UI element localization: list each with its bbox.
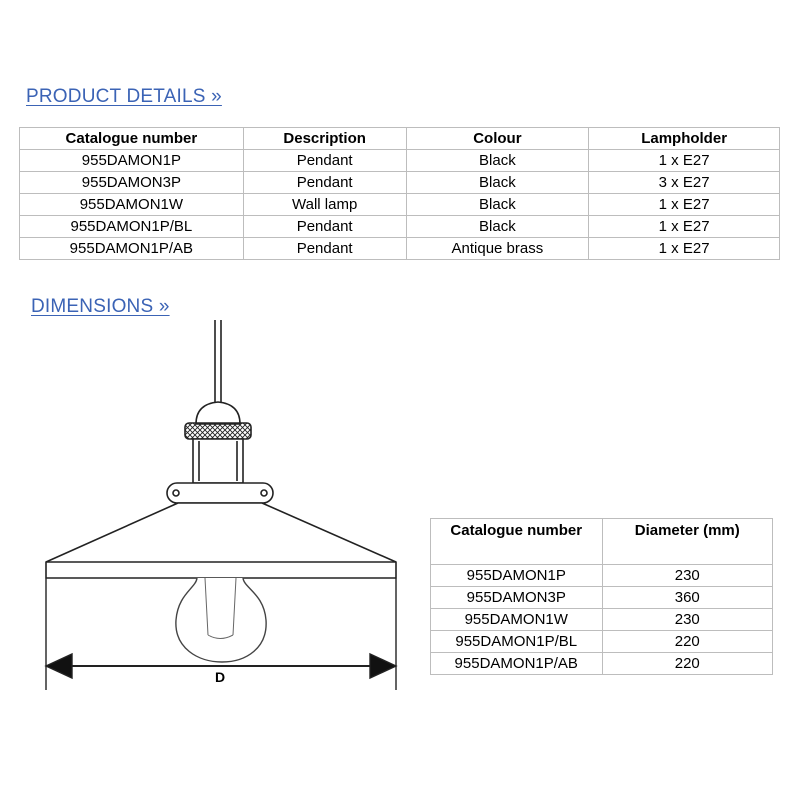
cell-catalogue-number: 955DAMON1W	[431, 609, 603, 631]
table-header-row	[431, 519, 773, 565]
cell-colour: Black	[406, 172, 589, 194]
table-row	[431, 631, 773, 653]
dimension-label: D	[214, 669, 226, 685]
cell-description: Pendant	[243, 172, 406, 194]
socket-cap	[196, 402, 240, 424]
header-lampholder: Lampholder	[589, 128, 780, 150]
header-colour: Colour	[406, 128, 589, 150]
cell-diameter: 220	[602, 631, 773, 653]
cell-description: Pendant	[243, 150, 406, 172]
arrow-left-icon	[46, 654, 72, 678]
cell-catalogue-number: 955DAMON1P/AB	[20, 238, 244, 260]
lamp-shade	[46, 503, 396, 578]
bulb	[176, 578, 266, 662]
cell-lampholder: 1 x E27	[589, 216, 780, 238]
cell-colour: Antique brass	[406, 238, 589, 260]
table-row	[431, 587, 773, 609]
table-row	[20, 150, 780, 172]
header-catalogue-number: Catalogue number	[431, 519, 603, 565]
cell-lampholder: 1 x E27	[589, 194, 780, 216]
dimensions-table	[430, 518, 773, 675]
table-row	[20, 238, 780, 260]
header-description: Description	[243, 128, 406, 150]
cell-catalogue-number: 955DAMON3P	[431, 587, 603, 609]
cell-description: Pendant	[243, 216, 406, 238]
cell-lampholder: 1 x E27	[589, 150, 780, 172]
dimensions-heading[interactable]: DIMENSIONS »	[31, 296, 170, 317]
table-row	[431, 653, 773, 675]
product-details-table	[19, 127, 780, 260]
cell-catalogue-number: 955DAMON1P	[431, 565, 603, 587]
cell-colour: Black	[406, 216, 589, 238]
cell-catalogue-number: 955DAMON1P	[20, 150, 244, 172]
pendant-lamp-drawing	[0, 320, 420, 700]
cell-catalogue-number: 955DAMON3P	[20, 172, 244, 194]
cell-colour: Black	[406, 150, 589, 172]
table-row	[20, 216, 780, 238]
header-diameter: Diameter (mm)	[602, 519, 773, 565]
cell-lampholder: 3 x E27	[589, 172, 780, 194]
cell-catalogue-number: 955DAMON1P/BL	[20, 216, 244, 238]
header-catalogue-number: Catalogue number	[20, 128, 244, 150]
cell-diameter: 230	[602, 609, 773, 631]
cell-description: Pendant	[243, 238, 406, 260]
product-details-heading[interactable]: PRODUCT DETAILS »	[26, 86, 222, 107]
cell-catalogue-number: 955DAMON1P/AB	[431, 653, 603, 675]
knurled-ring	[185, 423, 251, 439]
cell-catalogue-number: 955DAMON1W	[20, 194, 244, 216]
cell-colour: Black	[406, 194, 589, 216]
table-header-row	[20, 128, 780, 150]
socket-body	[193, 439, 243, 483]
cell-lampholder: 1 x E27	[589, 238, 780, 260]
table-row	[431, 565, 773, 587]
cell-diameter: 220	[602, 653, 773, 675]
table-row	[431, 609, 773, 631]
mount-ring	[167, 483, 273, 503]
cell-diameter: 230	[602, 565, 773, 587]
arrow-right-icon	[370, 654, 396, 678]
cell-diameter: 360	[602, 587, 773, 609]
table-row	[20, 194, 780, 216]
cell-catalogue-number: 955DAMON1P/BL	[431, 631, 603, 653]
table-row	[20, 172, 780, 194]
cell-description: Wall lamp	[243, 194, 406, 216]
